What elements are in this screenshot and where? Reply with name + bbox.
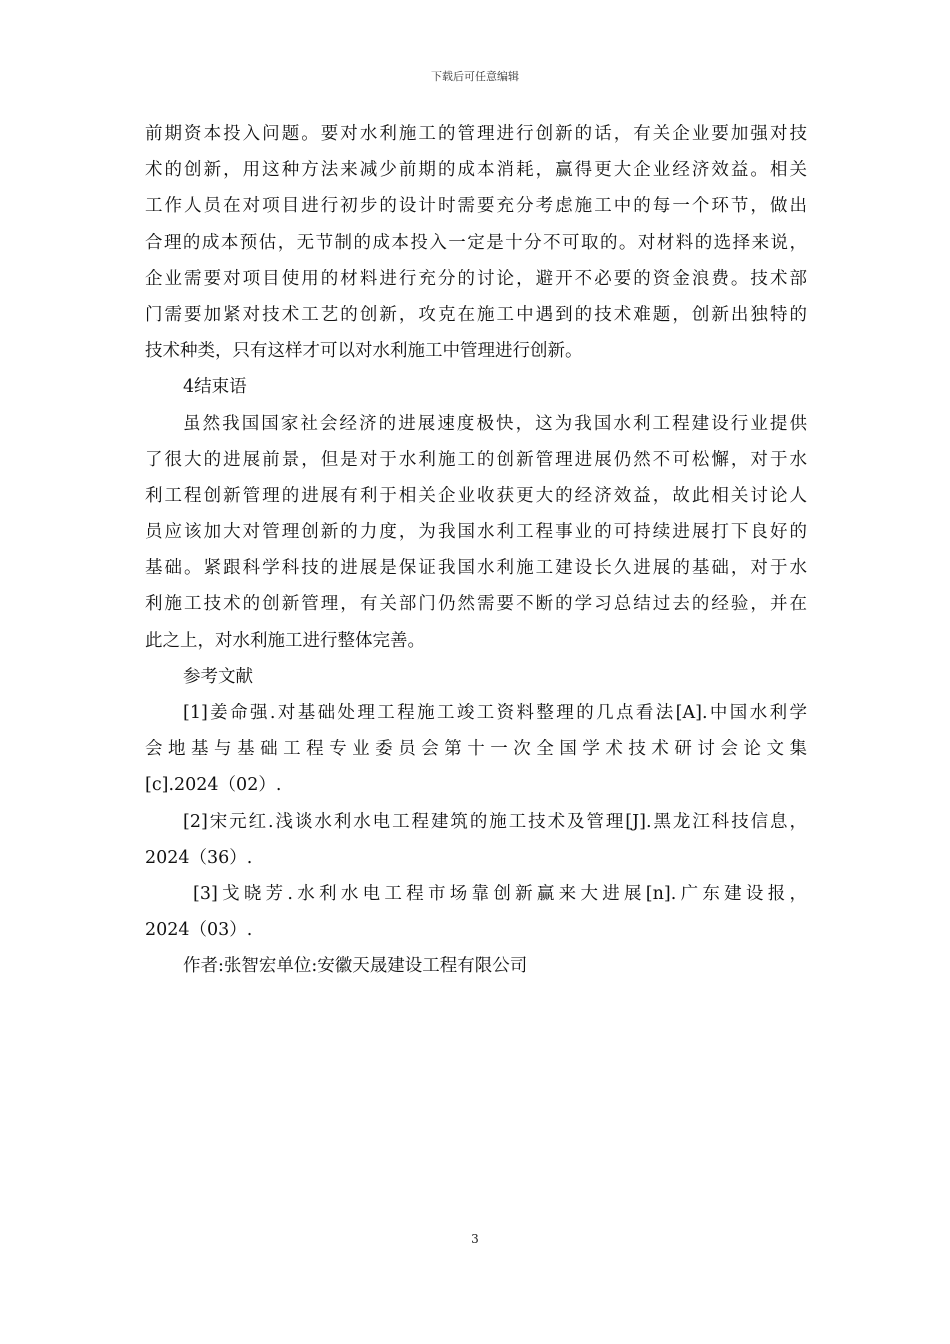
document-body (145, 116, 807, 985)
references-heading: 参考文献 (183, 666, 253, 687)
text-line: 企业需要对项目使用的材料进行充分的讨论，避开不必要的资金浪费。技术部 (145, 268, 807, 289)
reference-line: [2]宋元红.浅谈水利水电工程建筑的施工技术及管理[J].黑龙江科技信息， (183, 811, 807, 832)
text-line: 了很大的进展前景，但是对于水利施工的创新管理进展仍然不可松懈，对于水 (145, 449, 807, 470)
text-line: 门需要加紧对技术工艺的创新，攻克在施工中遇到的技术难题，创新出独特的 (145, 304, 807, 325)
author-line: 作者:张智宏单位:安徽天晟建设工程有限公司 (183, 956, 528, 977)
section-heading: 4结束语 (183, 377, 247, 398)
paragraph-conclusion (145, 406, 807, 659)
reference-item (145, 695, 807, 804)
reference-line: [c].2024（02）. (145, 775, 282, 796)
text-line: 员应该加大对管理创新的力度，为我国水利工程事业的可持续进展打下良好的 (145, 522, 807, 543)
text-line: 此之上，对水利施工进行整体完善。 (145, 630, 425, 651)
text-line: 基础。紧跟科学科技的进展是保证我国水利施工建设长久进展的基础，对于水 (145, 558, 807, 579)
reference-line: [3]戈晓芳.水利水电工程市场靠创新赢来大进展[n].广东建设报， (193, 883, 807, 904)
text-line: 利工程创新管理的进展有利于相关企业收获更大的经济效益，故此相关讨论人 (145, 485, 807, 506)
page-header: 下载后可任意编辑 (431, 70, 519, 83)
reference-item (145, 876, 807, 948)
page-number: 3 (471, 1232, 479, 1246)
text-line: 工作人员在对项目进行初步的设计时需要充分考虑施工中的每一个环节，做出 (145, 196, 807, 217)
text-line: 虽然我国国家社会经济的进展速度极快，这为我国水利工程建设行业提供 (183, 413, 807, 434)
reference-item (145, 804, 807, 876)
text-line: 前期资本投入问题。要对水利施工的管理进行创新的话，有关企业要加强对技 (145, 124, 807, 144)
reference-line: 2024（36）. (145, 847, 253, 868)
text-line: 术的创新，用这种方法来减少前期的成本消耗，赢得更大企业经济效益。相关 (145, 160, 807, 181)
reference-line: 2024（03）. (145, 920, 253, 941)
paragraph-cost-management (145, 116, 807, 369)
text-line: 合理的成本预估，无节制的成本投入一定是十分不可取的。对材料的选择来说， (145, 232, 807, 253)
reference-line: 会地基与基础工程专业委员会第十一次全国学术技术研讨会论文集 (145, 739, 807, 760)
text-line: 技术种类，只有这样才可以对水利施工中管理进行创新。 (145, 341, 583, 362)
reference-line: [1]姜命强.对基础处理工程施工竣工资料整理的几点看法[A].中国水利学 (183, 703, 807, 723)
reference-list (145, 695, 807, 948)
text-line: 利施工技术的创新管理，有关部门仍然需要不断的学习总结过去的经验，并在 (145, 594, 807, 615)
